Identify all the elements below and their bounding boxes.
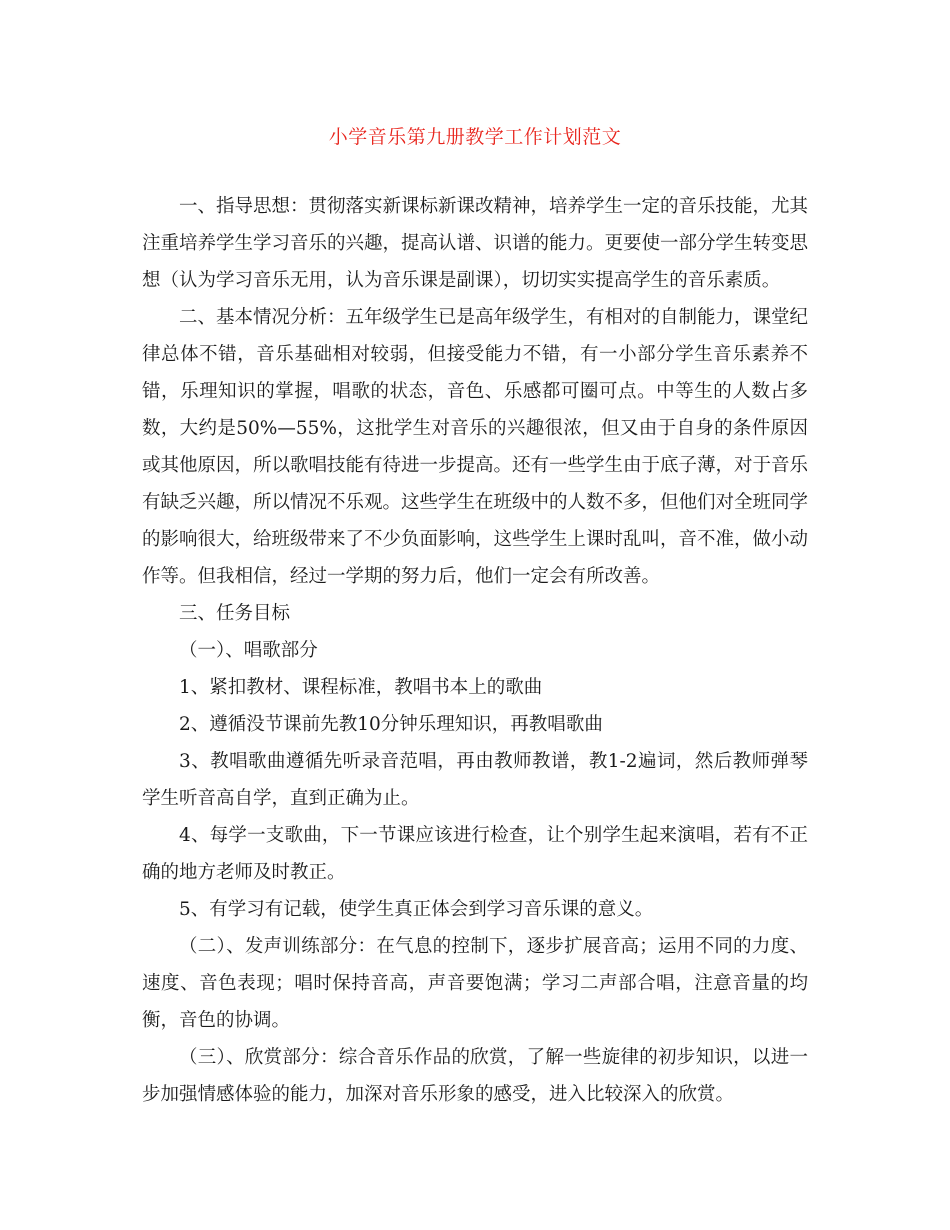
paragraph-singing-heading: （一）、唱歌部分	[179, 640, 318, 661]
paragraph-item-2: 2、遵循没节课前先教10分钟乐理知识，再教唱歌曲	[179, 714, 603, 735]
paragraph-task-goals-heading: 三、任务目标	[179, 603, 291, 624]
paragraph-item-5: 5、有学习有记载，使学生真正体会到学习音乐课的意义。	[179, 899, 654, 920]
paragraph-item-1: 1、紧扣教材、课程标准，教唱书本上的歌曲	[179, 677, 543, 698]
document-body	[142, 188, 808, 1113]
paragraph-situation-analysis: 二、基本情况分析：五年级学生已是高年级学生，有相对的自制能力，课堂纪律总体不错，音乐基础相对较弱，但接受能力不错，有一小部分学生音乐素养不错，乐理知识的掌握，唱歌的状态，音色、乐感都可圈可点。中等生的人数占多数，大约是50%—55%，这批学生对音乐的兴趣很浓，但又由于自身的条件原因或其他原因，所以歌唱技能有待进一步提高。还有一些学生由于底子薄，对于音乐有缺乏兴趣，所以情况不乐观。这些学生在班级中的人数不多，但他们对全班同学的影响很大，给班级带来了不少负面影响，这些学生上课时乱叫，音不准，做小动作等。但我相信，经过一学期的努力后，他们一定会有所改善。	[142, 307, 809, 587]
paragraph-vocal-training: （二）、发声训练部分：在气息的控制下，逐步扩展音高；运用不同的力度、速度、音色表现；唱时保持音高，声音要饱满；学习二声部合唱，注意音量的均衡，音色的协调。	[142, 936, 808, 1031]
paragraph-appreciation: （三）、欣赏部分：综合音乐作品的欣赏，了解一些旋律的初步知识，以进一步加强情感体验的能力，加深对音乐形象的感受，进入比较深入的欣赏。	[142, 1047, 808, 1105]
document-title: 小学音乐第九册教学工作计划范文	[328, 126, 622, 148]
paragraph-item-4: 4、每学一支歌曲，下一节课应该进行检查，让个别学生起来演唱，若有不正确的地方老师及时教正。	[142, 825, 808, 883]
paragraph-item-3: 3、教唱歌曲遵循先听录音范唱，再由教师教谱，教1-2遍词，然后教师弹琴学生听音高自学，直到正确为止。	[142, 751, 808, 809]
paragraph-guiding-thought: 一、指导思想：贯彻落实新课标新课改精神，培养学生一定的音乐技能，尤其注重培养学生学习音乐的兴趣，提高认谱、识谱的能力。更要使一部分学生转变思想（认为学习音乐无用，认为音乐课是副课），切切实实提高学生的音乐素质。	[142, 196, 809, 291]
